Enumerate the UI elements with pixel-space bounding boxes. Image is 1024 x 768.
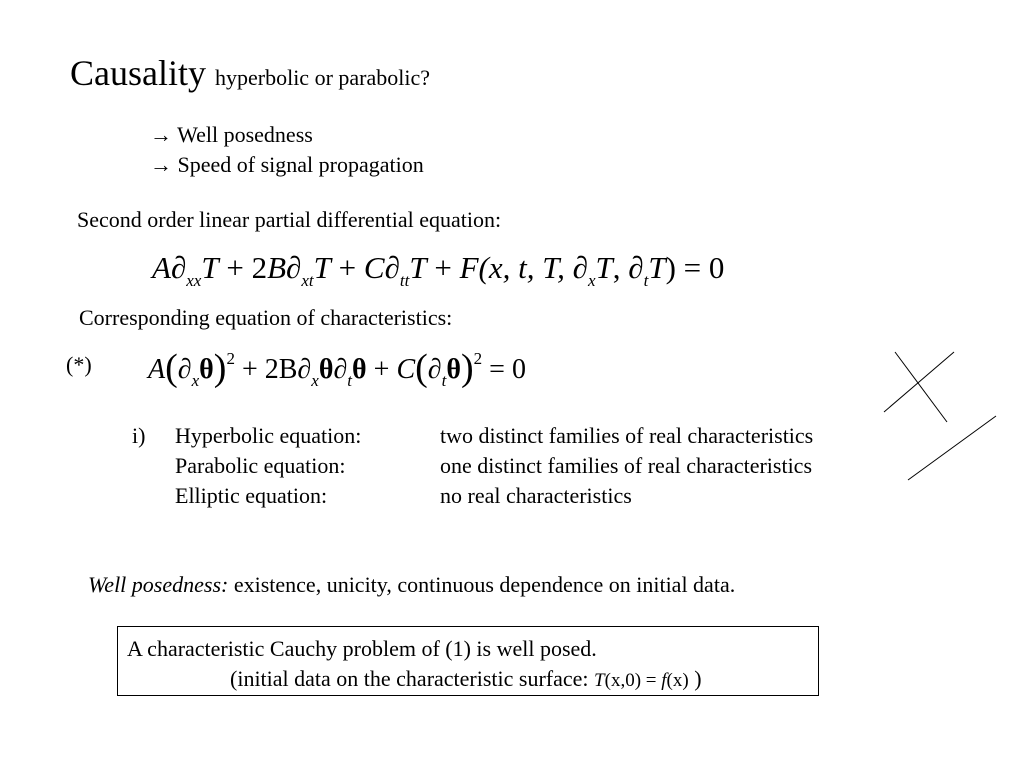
characteristics-label: Corresponding equation of characteristics: [79,305,453,330]
bullet-text: Well posedness [177,122,313,147]
classification-desc-hyperbolic: two distinct families of real characteristics [440,423,814,448]
hyperbolic-line-1 [895,352,947,422]
classification-marker: i) [132,423,146,448]
bullet-text: Speed of signal propagation [177,152,424,177]
hyperbolic-line-2 [884,352,954,412]
arrow-right-icon: → [150,122,172,147]
classification-type-elliptic: Elliptic equation: [175,483,328,508]
pde-label: Second order linear partial differential equation: [77,207,502,232]
title-text: Causality [70,53,206,93]
pde-equation: $A\partial_{xx}T + 2B\partial_{xt}T + C\partial_{tt}T + F(x$, t, T, $\partial_xT$, $\partial_tT) = 0$ [152,250,725,290]
parabolic-line [908,416,996,480]
arrow-right-icon: → [150,152,172,177]
well-posedness-text: existence, unicity, continuous dependence on initial data. [233,572,736,597]
box-line-1: A characteristic Cauchy problem of (1) is well posed. [127,636,597,661]
classification-type-parabolic: Parabolic equation: [175,453,346,478]
initial-data-equation: T(x,0) = f(x) [594,670,689,691]
well-posedness-definition [88,572,735,598]
classification-desc-elliptic: no real characteristics [440,483,632,508]
classification-desc-parabolic: one distinct families of real characteristics [440,453,813,478]
classification-type-hyperbolic: Hyperbolic equation: [175,423,362,448]
well-posedness-label: Well posedness: [88,572,229,597]
characteristics-equation: $A(\partial_x\theta)^2 + 2B\partial_x\theta\partial_t\theta + C(\partial_t\theta)^2 = 0$ [148,347,526,390]
box-line-2: (initial data on the characteristic surface: T(x,0) = f(x) ) [230,666,702,691]
equation-tag: (*) [66,352,92,377]
title-subtitle: hyperbolic or parabolic? [214,65,430,90]
